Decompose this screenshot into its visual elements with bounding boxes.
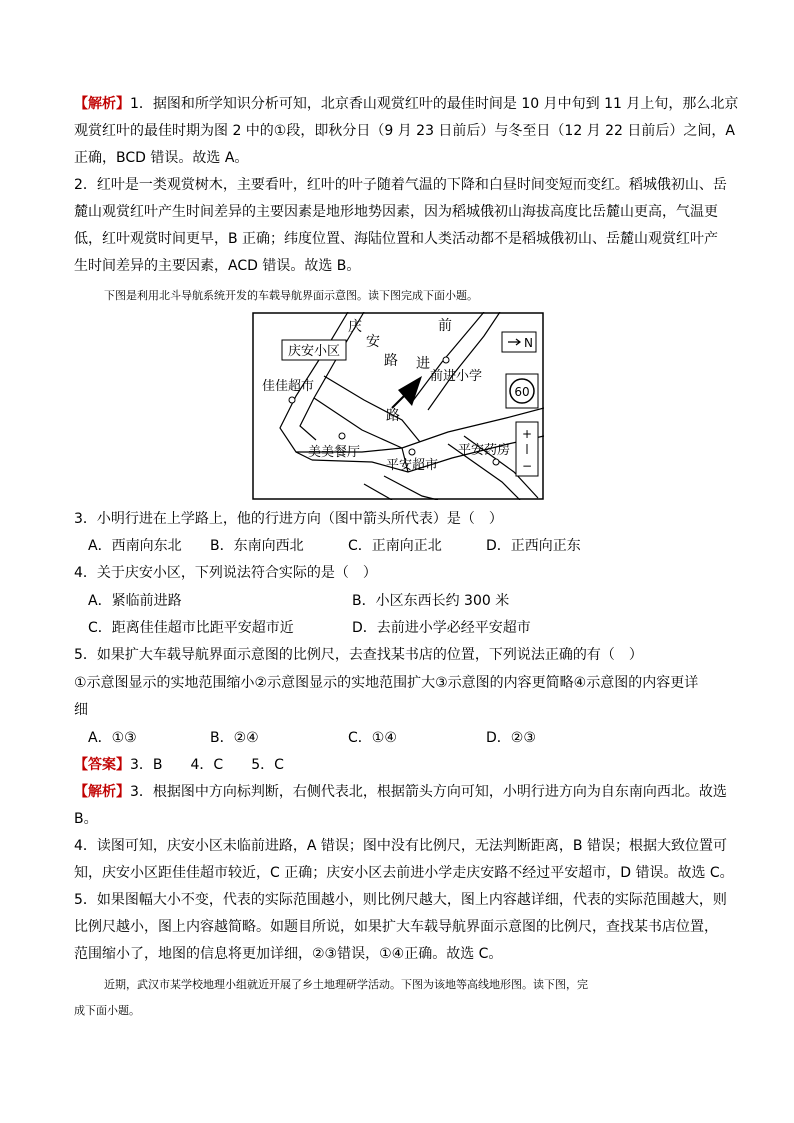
analysis-tag: 【解析】 (74, 784, 130, 800)
place-label: 前进小学 (430, 369, 483, 384)
road-char: 前 (438, 318, 452, 334)
zoom-in-button[interactable]: + (521, 427, 533, 441)
answer-tag: 【答案】 (74, 757, 130, 773)
question-stem: 5．如果扩大车载导航界面示意图的比例尺，去查找某书店的位置，下列说法正确的有（ ） (74, 647, 643, 663)
option: D．去前进小学必经平安超市 (352, 620, 531, 636)
question-intro: 成下面小题。 (74, 1004, 140, 1017)
place-label: 平安药房 (458, 443, 511, 458)
place-marker (339, 433, 345, 439)
question-stem: 细 (74, 702, 88, 718)
analysis-text: 3．根据图中方向标判断，右侧代表北，根据箭头方向可知，小明行进方向为自东南向西北。故选 (130, 784, 727, 800)
analysis-line: 4．读图可知，庆安小区未临前进路，A 错误；图中没有比例尺，无法判断距离，B 错误；根据大致位置可 (74, 838, 727, 854)
place-marker (289, 397, 295, 403)
option: C．①④ (348, 730, 397, 746)
road-char: 路 (384, 353, 398, 369)
question-stem: ①示意图显示的实地范围缩小②示意图显示的实地范围扩大③示意图的内容更简略④示意图的内容更详 (74, 675, 699, 691)
option: B．小区东西长约 300 米 (352, 593, 510, 609)
community-label: 庆安小区 (287, 344, 341, 359)
answer-text: 3．B 4．C 5．C (130, 757, 284, 773)
option: A．西南向东北 (88, 538, 182, 554)
place-label: 美美餐厅 (308, 445, 361, 460)
option: C．正南向正北 (348, 538, 442, 554)
option: D．正西向正东 (486, 538, 581, 554)
analysis-line: 范围缩小了，地图的信息将更加详细，②③错误，①④正确。故选 C。 (74, 946, 503, 962)
road-char: 庆 (348, 319, 362, 335)
option: B．东南向西北 (210, 538, 304, 554)
navigation-map (252, 312, 544, 500)
analysis-line: 麓山观赏红叶产生时间差异的主要因素是地形地势因素，因为稻城俄初山海拔高度比岳麓山更高，气温更 (74, 204, 718, 220)
question-stem: 3．小明行进在上学路上，他的行进方向（图中箭头所代表）是（ ） (74, 511, 503, 527)
place-label: 佳佳超市 (262, 379, 315, 394)
place-marker (493, 459, 499, 465)
analysis-line: 生时间差异的主要因素，ACD 错误。故选 B。 (74, 258, 361, 274)
question-intro: 下图是利用北斗导航系统开发的车载导航界面示意图。读下图完成下面小题。 (104, 289, 478, 302)
place-marker (409, 449, 415, 455)
zoom-control[interactable] (516, 422, 538, 476)
option: C．距离佳佳超市比距平安超市近 (88, 620, 294, 636)
road-char: 进 (416, 356, 430, 372)
option: A．①③ (88, 730, 137, 746)
zoom-out-button[interactable]: − (521, 459, 533, 473)
analysis-line (74, 94, 738, 114)
analysis-line: 低，红叶观赏时间更早，B 正确；纬度位置、海陆位置和人类活动都不是稻城俄初山、岳麓山观赏红叶产 (74, 231, 719, 247)
speed-value: 60 (514, 385, 530, 399)
analysis-line: 知，庆安小区距佳佳超市较近，C 正确；庆安小区去前进小学走庆安路不经过平安超市，D 错误。故选 C。 (74, 865, 734, 881)
question-stem: 4．关于庆安小区，下列说法符合实际的是（ ） (74, 565, 377, 581)
analysis-line: 正确，BCD 错误。故选 A。 (74, 150, 249, 166)
analysis-line: 5．如果图幅大小不变，代表的实际范围越小，则比例尺越大，图上内容越详细，代表的实际范围越大，则 (74, 892, 727, 908)
question-intro: 近期，武汉市某学校地理小组就近开展了乡土地理研学活动。下图为该地等高线地形图。读下图，完 (104, 978, 588, 991)
analysis-line: 观赏红叶的最佳时期为图 2 中的①段，即秋分日（9 月 23 日前后）与冬至日（12 月 22 日前后）之间，A (74, 123, 735, 139)
option: B．②④ (210, 730, 259, 746)
option: D．②③ (486, 730, 536, 746)
analysis-line: B。 (74, 811, 98, 827)
road-char: 路 (386, 408, 400, 424)
speed-limit-sign (506, 374, 538, 408)
analysis-tag: 【解析】 (74, 96, 130, 112)
analysis-line: 比例尺越小，图上内容越简略。如题目所说，如果扩大车载导航界面示意图的比例尺，查找某书店位置， (74, 919, 718, 935)
place-label: 平安超市 (386, 458, 439, 473)
north-indicator-icon (502, 332, 536, 352)
analysis-line: 2．红叶是一类观赏树木，主要看叶，红叶的叶子随着气温的下降和白昼时间变短而变红。稻城俄初山、岳 (74, 177, 727, 193)
place-marker (443, 357, 449, 363)
analysis-line (74, 782, 727, 802)
north-label: N (524, 336, 533, 350)
analysis-text: 1．据图和所学知识分析可知，北京香山观赏红叶的最佳时间是 10 月中旬到 11 月上旬，那么北京 (130, 96, 739, 112)
option: A．紧临前进路 (88, 593, 182, 609)
road-char: 安 (366, 334, 380, 350)
answer-line (74, 755, 284, 775)
